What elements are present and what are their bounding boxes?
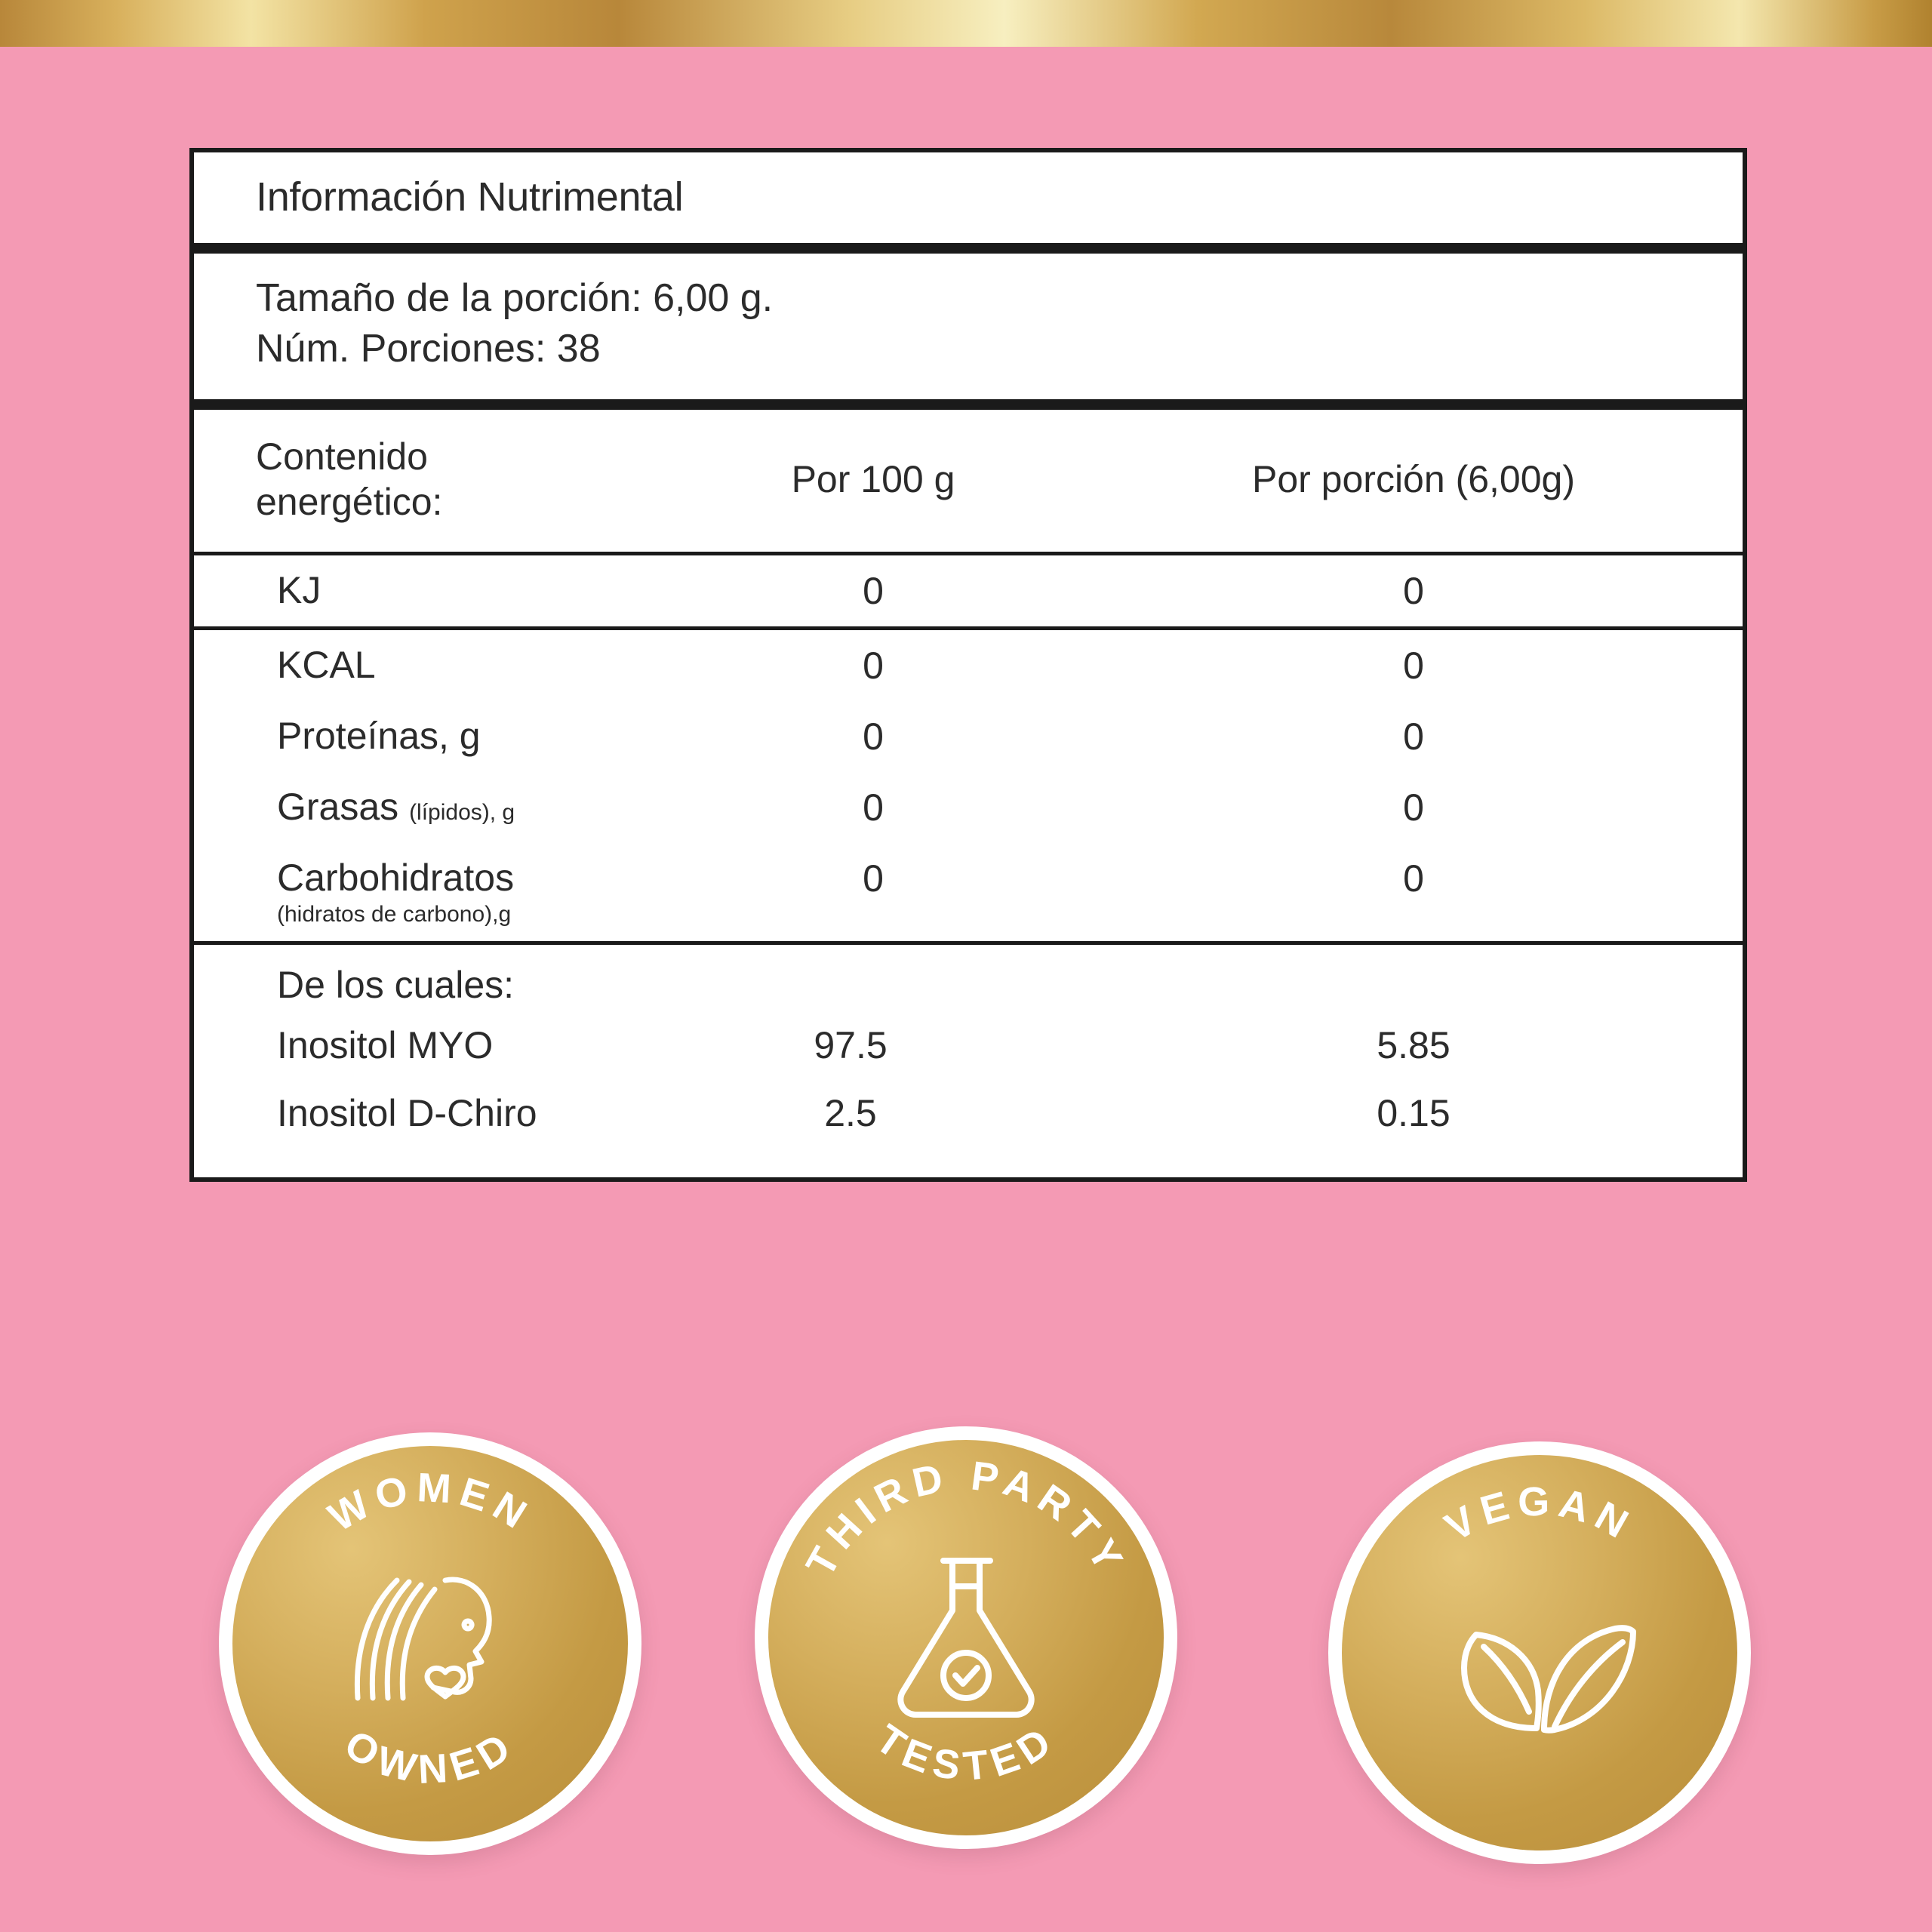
- table-column-headers: [194, 410, 1743, 555]
- nutrient-name: Proteínas, g: [277, 715, 481, 758]
- nutrient-name: Grasas: [277, 786, 410, 829]
- badge-top-text: WOMEN: [321, 1465, 540, 1541]
- woman-face-hair-heart-icon: [357, 1580, 489, 1698]
- nutrient-per-100g: 0: [863, 645, 884, 688]
- nutrient-per-100g: 0: [863, 857, 884, 900]
- table-row: [194, 772, 1743, 843]
- per-portion-header: Por porción (6,00g): [1251, 458, 1575, 501]
- third-party-tested-badge-graphic: [755, 1426, 1177, 1849]
- nutrient-per-portion: 0: [1403, 715, 1424, 758]
- servings-count-line: Núm. Porciones: 38: [256, 326, 601, 371]
- of-which-label: De los cuales:: [277, 963, 515, 1006]
- leaves-icon: [1464, 1628, 1633, 1730]
- nutrient-name-sub: (hidratos de carbono),g: [277, 901, 512, 927]
- table-row: [194, 630, 1743, 701]
- table-row: [194, 555, 1743, 630]
- nutrient-per-portion: 0: [1403, 786, 1424, 829]
- table-row: [194, 1011, 1743, 1079]
- nutrient-per-100g: 97.5: [814, 1023, 888, 1066]
- badge-top-text: VEGAN: [1437, 1478, 1641, 1551]
- page-title: Información Nutrimental: [256, 174, 684, 220]
- vegan-badge-graphic: [1328, 1441, 1751, 1864]
- badge-women-owned: [219, 1432, 641, 1855]
- panel-title-row: [194, 152, 1743, 254]
- badge-strip: [0, 1411, 1932, 1894]
- nutrient-per-100g: 0: [863, 786, 884, 829]
- nutrient-per-portion: 0: [1403, 570, 1424, 613]
- badge-top-text: THIRD PARTY: [797, 1453, 1135, 1584]
- energy-content-header-line2: energético:: [256, 481, 443, 524]
- nutrient-name: Carbohidratos: [277, 857, 515, 900]
- badge-vegan: [1328, 1441, 1751, 1864]
- energy-content-header-line1: Contenido: [256, 435, 428, 478]
- table-row: [194, 1079, 1743, 1147]
- nutrient-per-100g: 0: [863, 715, 884, 758]
- table-row: [194, 701, 1743, 772]
- nutrition-facts-panel: [189, 148, 1747, 1182]
- badge-third-party-tested: [755, 1426, 1177, 1849]
- nutrient-name: KJ: [277, 569, 321, 612]
- nutrient-name: Inositol D-Chiro: [277, 1091, 537, 1134]
- badge-bottom-text: OWNED: [337, 1721, 524, 1793]
- serving-info-row: [194, 254, 1743, 410]
- serving-size-line: Tamaño de la porción: 6,00 g.: [256, 276, 774, 320]
- nutrient-per-portion: 0: [1403, 645, 1424, 688]
- nutrient-name: KCAL: [277, 644, 376, 687]
- women-owned-badge-graphic: [219, 1432, 641, 1855]
- nutrient-per-portion: 0: [1403, 857, 1424, 900]
- per-100g-header: Por 100 g: [791, 458, 955, 501]
- flask-check-icon: [900, 1561, 1031, 1715]
- panel-bottom-spacer: [194, 1147, 1743, 1177]
- badge-bottom-text: TESTED: [867, 1715, 1065, 1790]
- energy-content-header: [194, 434, 662, 525]
- nutrient-name: Inositol MYO: [277, 1023, 494, 1066]
- nutrient-per-100g: 0: [863, 570, 884, 613]
- nutrient-name-sub: (lípidos), g: [409, 800, 515, 826]
- gold-top-bar: [0, 0, 1932, 47]
- nutrient-per-portion: 0.15: [1377, 1091, 1451, 1134]
- nutrient-per-100g: 2.5: [824, 1091, 877, 1134]
- nutrient-per-portion: 5.85: [1377, 1023, 1451, 1066]
- table-row: [194, 843, 1743, 945]
